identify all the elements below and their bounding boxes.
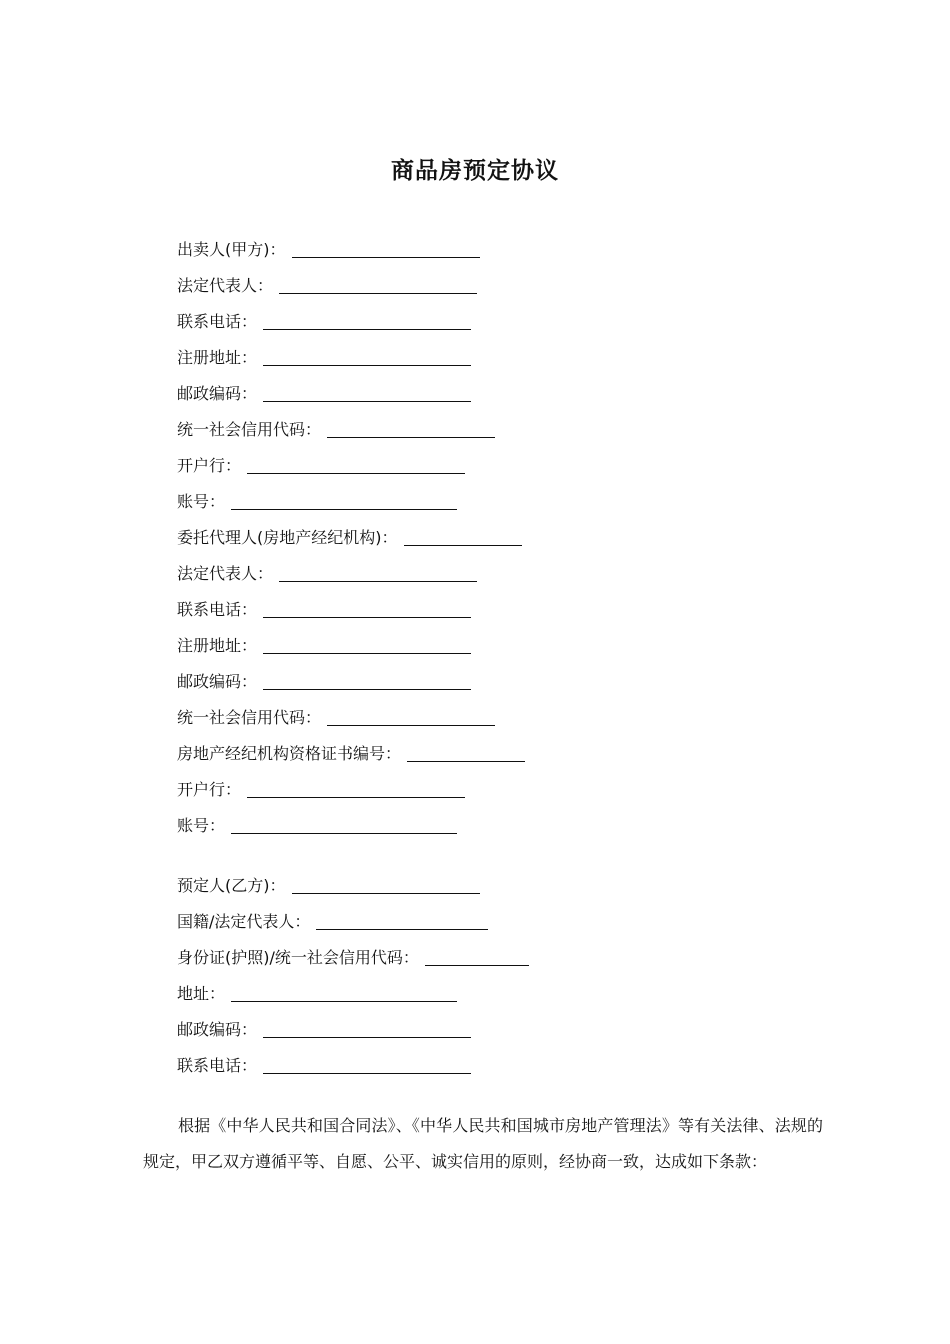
agent-certificate-number-field [177, 741, 525, 767]
fill-in-blank[interactable] [279, 273, 477, 294]
field-label: 注册地址： [177, 348, 258, 367]
field-label: 法定代表人： [177, 276, 274, 295]
buyer-id-field [177, 945, 529, 971]
buyer-address-field [177, 981, 457, 1007]
field-label: 统一社会信用代码： [177, 708, 322, 727]
field-label: 身份证(护照)/统一社会信用代码： [177, 948, 419, 967]
fill-in-blank[interactable] [263, 633, 471, 654]
field-label: 出卖人(甲方)： [177, 240, 286, 259]
field-label: 邮政编码： [177, 384, 258, 403]
fill-in-blank[interactable] [231, 489, 457, 510]
seller-registered-address-field [177, 345, 471, 371]
buyer-postal-code-field [177, 1017, 471, 1043]
fill-in-blank[interactable] [263, 597, 471, 618]
seller-account-field [177, 489, 457, 515]
agent-bank-field [177, 777, 465, 803]
intro-paragraph: 根据《中华人民共和国合同法》、《中华人民共和国城市房地产管理法》等有关法律、法规的规定，甲乙双方遵循平等、自愿、公平、诚实信用的原则，经协商一致，达成如下条款： [143, 1116, 823, 1171]
field-label: 统一社会信用代码： [177, 420, 322, 439]
seller-legal-representative-field [177, 273, 477, 299]
fill-in-blank[interactable] [263, 345, 471, 366]
buyer-phone-field [177, 1053, 471, 1079]
field-label: 法定代表人： [177, 564, 274, 583]
field-label: 注册地址： [177, 636, 258, 655]
fill-in-blank[interactable] [263, 669, 471, 690]
agent-account-field [177, 813, 457, 839]
field-label: 地址： [177, 984, 226, 1003]
fill-in-blank[interactable] [327, 705, 495, 726]
field-label: 账号： [177, 492, 226, 511]
agent-postal-code-field [177, 669, 471, 695]
fill-in-blank[interactable] [231, 813, 457, 834]
fill-in-blank[interactable] [279, 561, 477, 582]
field-label: 联系电话： [177, 312, 258, 331]
buyer-name-field [177, 873, 480, 899]
agent-registered-address-field [177, 633, 471, 659]
fill-in-blank[interactable] [263, 1053, 471, 1074]
agent-legal-representative-field [177, 561, 477, 587]
agent-phone-field [177, 597, 471, 623]
fill-in-blank[interactable] [292, 237, 480, 258]
fill-in-blank[interactable] [425, 945, 529, 966]
seller-name-field [177, 237, 480, 263]
fill-in-blank[interactable] [231, 981, 457, 1002]
field-label: 开户行： [177, 456, 242, 475]
field-label: 邮政编码： [177, 672, 258, 691]
agent-credit-code-field [177, 705, 495, 731]
seller-credit-code-field [177, 417, 495, 443]
fill-in-blank[interactable] [247, 453, 465, 474]
fill-in-blank[interactable] [327, 417, 495, 438]
document-title: 商品房预定协议 [391, 157, 559, 184]
fill-in-blank[interactable] [263, 1017, 471, 1038]
field-label: 国籍/法定代表人： [177, 912, 311, 931]
fill-in-blank[interactable] [404, 525, 522, 546]
field-label: 开户行： [177, 780, 242, 799]
field-label: 邮政编码： [177, 1020, 258, 1039]
seller-phone-field [177, 309, 471, 335]
fill-in-blank[interactable] [316, 909, 488, 930]
buyer-nationality-field [177, 909, 488, 935]
fill-in-blank[interactable] [263, 381, 471, 402]
field-label: 房地产经纪机构资格证书编号： [177, 744, 402, 763]
field-label: 预定人(乙方)： [177, 876, 286, 895]
field-label: 委托代理人(房地产经纪机构)： [177, 528, 398, 547]
field-label: 联系电话： [177, 1056, 258, 1075]
seller-bank-field [177, 453, 465, 479]
field-label: 联系电话： [177, 600, 258, 619]
fill-in-blank[interactable] [263, 309, 471, 330]
fill-in-blank[interactable] [407, 741, 525, 762]
seller-postal-code-field [177, 381, 471, 407]
field-label: 账号： [177, 816, 226, 835]
agent-name-field [177, 525, 522, 551]
fill-in-blank[interactable] [292, 873, 480, 894]
fill-in-blank[interactable] [247, 777, 465, 798]
